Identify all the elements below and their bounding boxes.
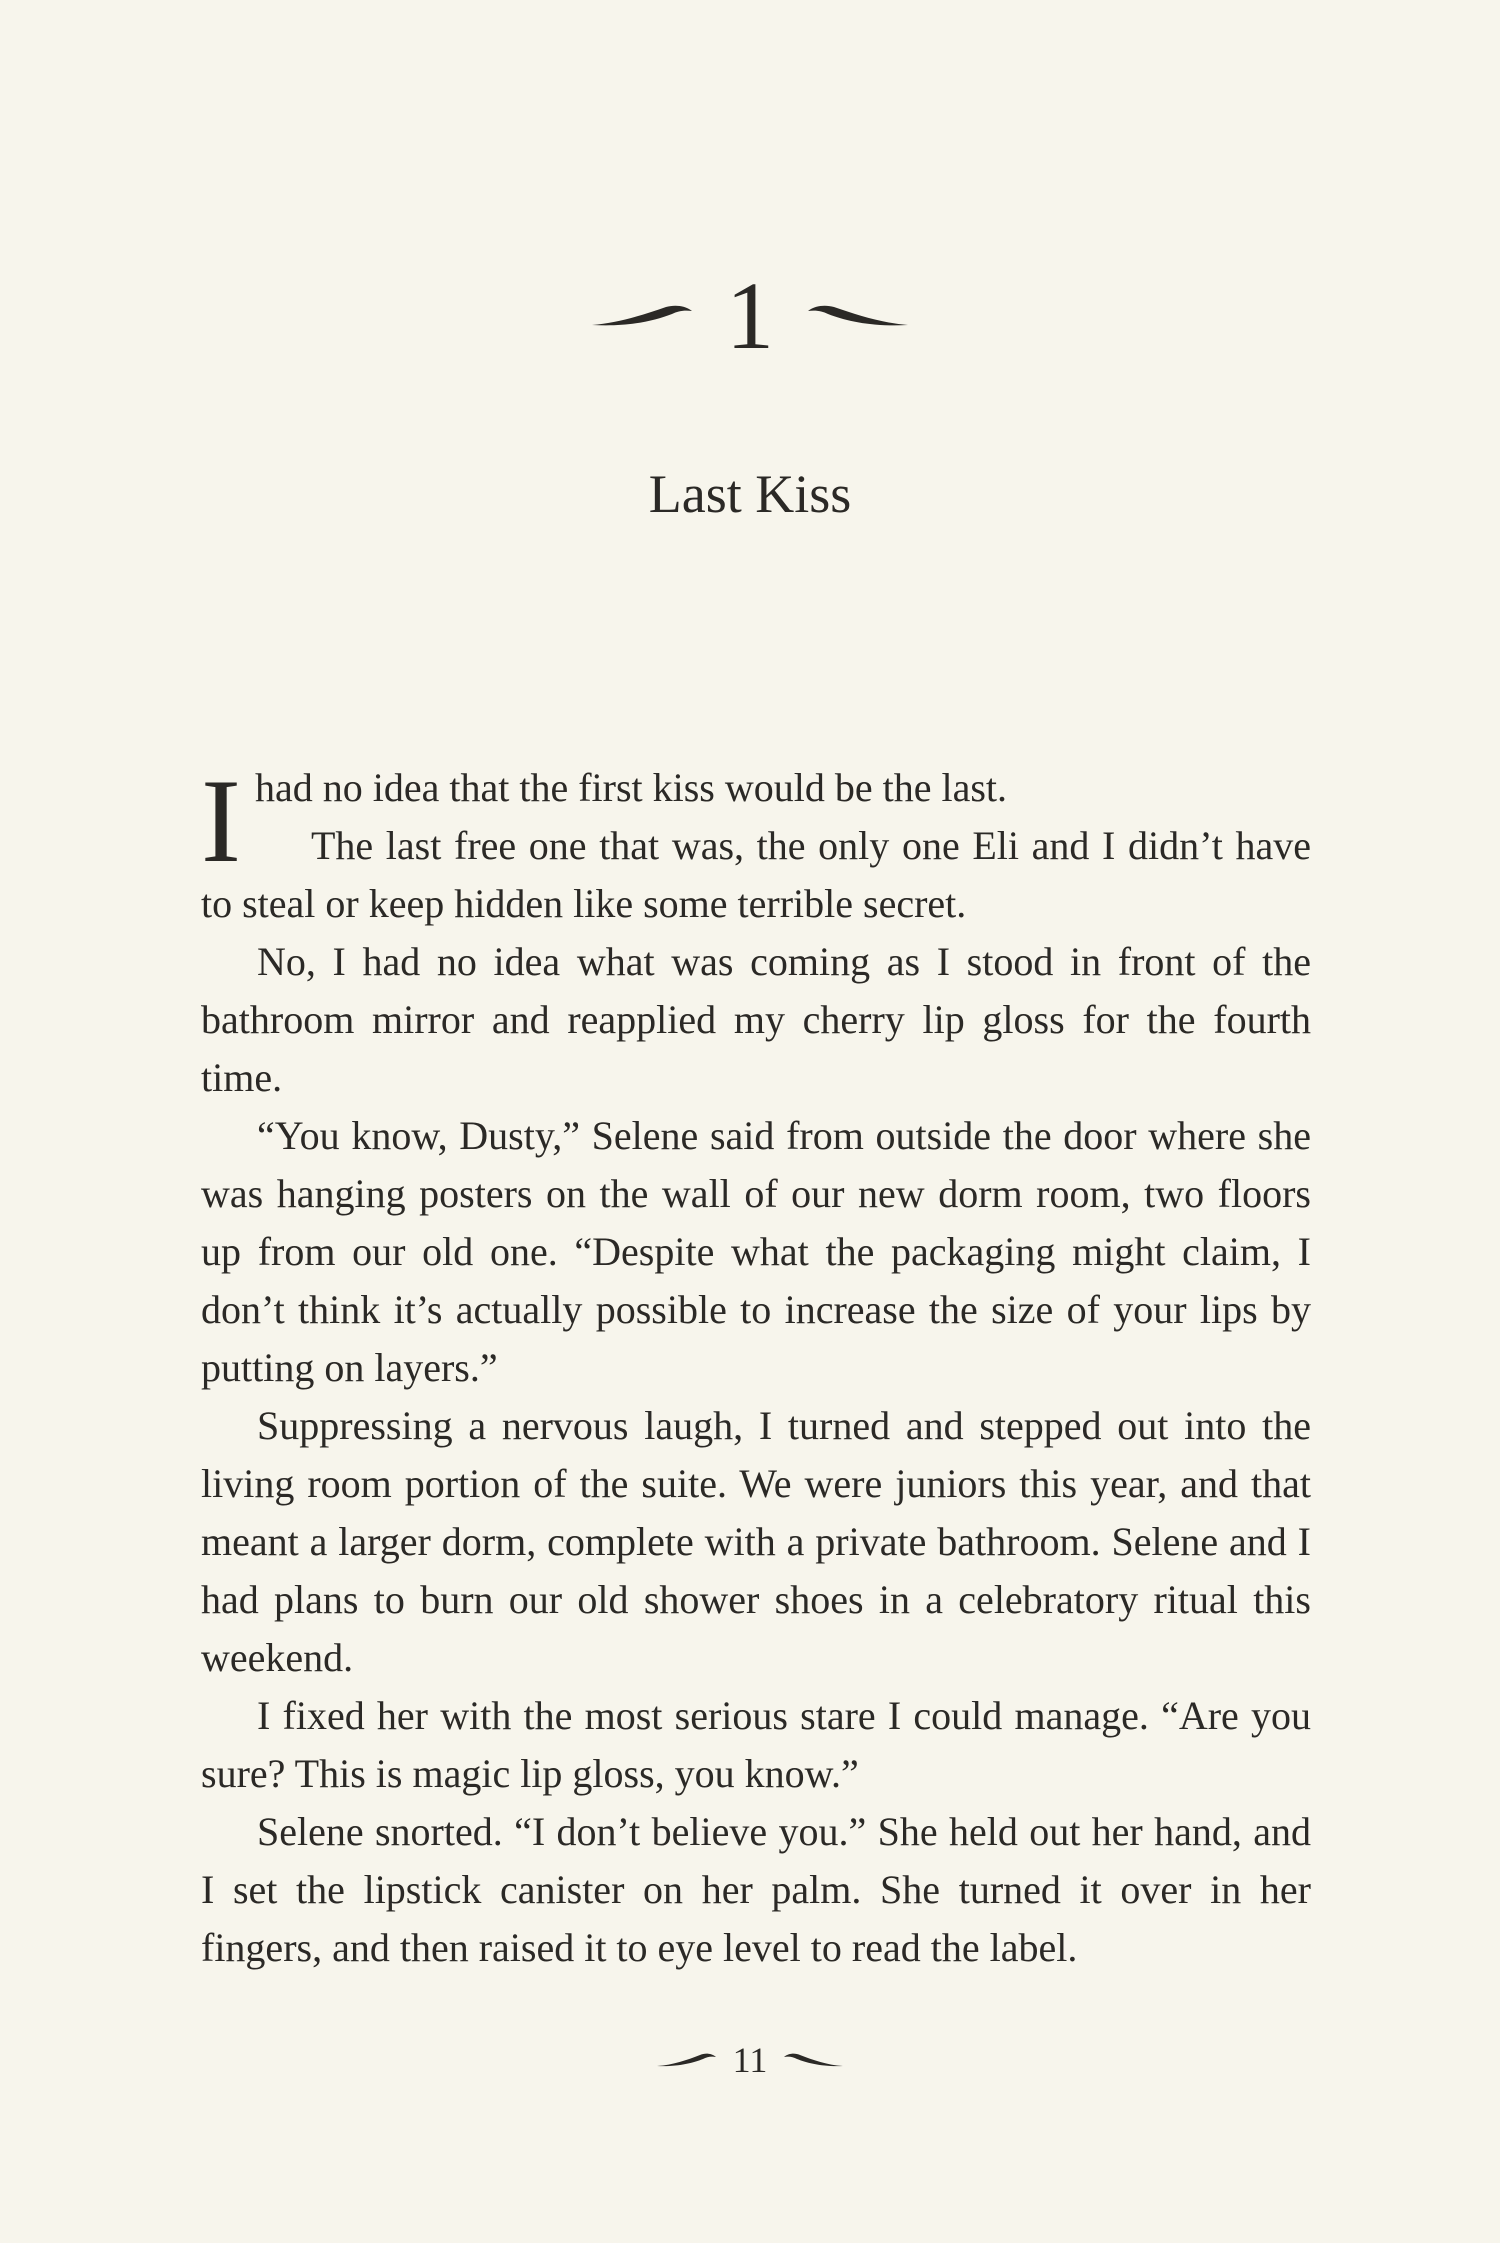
paragraph-5: Suppressing a nervous laugh, I turned and stepped out into the living room portion of the suite. We were juniors this year, and that meant a larger dorm, complete with a private bathroom. Selene and I had plans to burn our old shower shoes in a celebratory ritual this weekend. — [201, 1403, 1311, 1680]
paragraph-4: “You know, Dusty,” Selene said from outside the door where she was hanging posters on the wall of our new dorm room, two floors up from our old one. “Despite what the packaging might claim, I don’t think it’s actually possible to increase the size of your lips by putting on layers.” — [201, 1113, 1311, 1390]
page-number: 11 — [732, 2040, 768, 2080]
drop-cap: I — [201, 754, 241, 887]
swash-right-icon — [802, 301, 912, 331]
swash-right-small-icon — [781, 2051, 845, 2069]
chapter-number: 1 — [726, 262, 774, 369]
chapter-heading — [0, 262, 1500, 369]
swash-left-icon — [588, 301, 698, 331]
swash-left-small-icon — [655, 2051, 719, 2069]
chapter-title: Last Kiss — [648, 464, 852, 524]
paragraph-6: I fixed her with the most serious stare I could manage. “Are you sure? This is magic lip gloss, you know.” — [201, 1693, 1311, 1796]
paragraph-2: The last free one that was, the only one Eli and I didn’t have to steal or keep hidden like some terrible secret. — [201, 823, 1311, 926]
page-footer — [0, 2042, 1500, 2078]
paragraph-3: No, I had no idea what was coming as I stood in front of the bathroom mirror and reapplied my cherry lip gloss for the fourth time. — [201, 939, 1311, 1100]
paragraph-1-text: had no idea that the first kiss would be the last. — [254, 765, 1008, 810]
chapter-body — [201, 754, 1311, 1977]
paragraph-7: Selene snorted. “I don’t believe you.” She held out her hand, and I set the lipstick canister on her palm. She turned it over in her fingers, and then raised it to eye level to read the label. — [201, 1809, 1311, 1970]
